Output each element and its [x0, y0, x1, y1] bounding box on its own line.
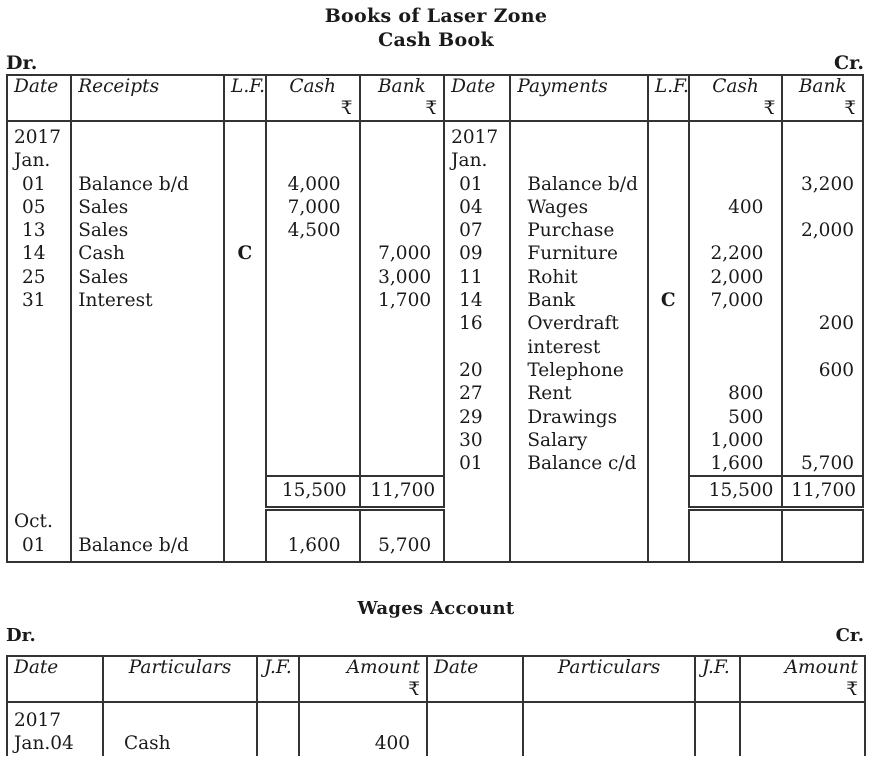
year-label: 2017: [7, 121, 71, 149]
payment-particulars: Balance c/d: [510, 452, 648, 476]
wages-year: 2017: [7, 702, 103, 732]
empty-cell: [648, 476, 689, 508]
payment-date: 29: [444, 406, 510, 429]
empty-cell: [266, 406, 360, 429]
wages-dr-label: Dr.: [6, 625, 36, 646]
empty-cell: [689, 121, 783, 149]
wages-account-table: [6, 655, 866, 756]
empty-cell: [71, 429, 224, 452]
empty-cell: [689, 534, 783, 562]
receipt-date: 31: [7, 289, 71, 312]
payment-lf: [648, 173, 689, 196]
receipt-cash: 7,000: [266, 196, 360, 219]
payment-lf: [648, 242, 689, 265]
empty-cell: [224, 336, 266, 359]
cash-book-row: [7, 173, 863, 196]
cash-book-table: [6, 74, 864, 563]
empty-cell: [224, 312, 266, 335]
payment-bank: [782, 266, 863, 289]
payment-bank: [782, 289, 863, 312]
receipt-lf: [224, 266, 266, 289]
cash-book-row: [7, 359, 863, 382]
wages-entry-amount: 400: [299, 732, 427, 755]
cash-book-row: [7, 382, 863, 405]
total-cr-cash: 15,500: [689, 476, 783, 508]
receipt-particulars: Sales: [71, 219, 224, 242]
cash-book-row: [7, 121, 863, 149]
col-cash-2: Cash ₹: [689, 75, 783, 121]
receipt-bank: [360, 219, 445, 242]
cash-book-title: Cash Book: [378, 29, 494, 51]
cash-book-row: [7, 242, 863, 265]
empty-cell: [224, 534, 266, 562]
empty-cell: [510, 534, 648, 562]
empty-cell: [782, 149, 863, 172]
cash-book-row: [7, 336, 863, 359]
wages-cr-label: Cr.: [835, 625, 864, 646]
empty-cell: [360, 406, 445, 429]
empty-cell: [266, 452, 360, 476]
receipt-date: 25: [7, 266, 71, 289]
col-cash: Cash ₹: [266, 75, 360, 121]
payment-bank: [782, 406, 863, 429]
next-balance-particulars: Balance b/d: [71, 534, 224, 562]
payment-bank: [782, 336, 863, 359]
empty-cell: [224, 476, 266, 508]
payment-cash: 1,000: [689, 429, 783, 452]
empty-cell: [71, 121, 224, 149]
empty-cell: [71, 508, 224, 533]
payment-lf: C: [648, 289, 689, 312]
payment-cash: 500: [689, 406, 783, 429]
payment-particulars: Rohit: [510, 266, 648, 289]
wages-col-date: Date: [7, 656, 103, 702]
receipt-date: 13: [7, 219, 71, 242]
empty-cell: [7, 406, 71, 429]
cash-book-row: [7, 452, 863, 476]
receipt-date: 01: [7, 173, 71, 196]
payment-bank: 3,200: [782, 173, 863, 196]
payment-particulars: Telephone: [510, 359, 648, 382]
total-cr-bank: 11,700: [782, 476, 863, 508]
empty-cell: [7, 312, 71, 335]
next-month-label: Oct.: [7, 508, 71, 533]
payment-bank: [782, 382, 863, 405]
empty-cell: [224, 429, 266, 452]
payment-lf: [648, 336, 689, 359]
empty-cell: [360, 359, 445, 382]
receipt-lf: [224, 289, 266, 312]
empty-cell: [360, 382, 445, 405]
receipt-bank: [360, 173, 445, 196]
receipt-cash: 4,500: [266, 219, 360, 242]
col-date: Date: [7, 75, 71, 121]
payment-particulars: interest: [510, 336, 648, 359]
cash-book-row: [7, 429, 863, 452]
payment-particulars: Furniture: [510, 242, 648, 265]
payment-date: 09: [444, 242, 510, 265]
month-label: Jan.: [7, 149, 71, 172]
payment-cash: 1,600: [689, 452, 783, 476]
payment-particulars: Bank: [510, 289, 648, 312]
cash-book-row: [7, 312, 863, 335]
next-balance-date: 01: [7, 534, 71, 562]
wages-entry-row: [7, 732, 865, 755]
receipt-bank: 7,000: [360, 242, 445, 265]
books-title: Books of Laser Zone: [324, 5, 548, 27]
payment-lf: [648, 359, 689, 382]
payment-date: 04: [444, 196, 510, 219]
payment-bank: 2,000: [782, 219, 863, 242]
total-dr-bank: 11,700: [360, 476, 445, 508]
receipt-cash: [266, 289, 360, 312]
receipt-particulars: Sales: [71, 196, 224, 219]
cash-book-row: [7, 406, 863, 429]
payment-bank: 600: [782, 359, 863, 382]
payment-cash: [689, 312, 783, 335]
cash-book-next-balance-row: [7, 534, 863, 562]
payment-lf: [648, 429, 689, 452]
receipt-cash: [266, 242, 360, 265]
year-label-2: 2017: [444, 121, 510, 149]
payment-date: 16: [444, 312, 510, 335]
empty-cell: [266, 149, 360, 172]
receipt-lf: [224, 196, 266, 219]
payment-cash: [689, 219, 783, 242]
empty-cell: [266, 359, 360, 382]
empty-cell: [7, 336, 71, 359]
empty-cell: [7, 359, 71, 382]
payment-cash: 2,200: [689, 242, 783, 265]
receipt-lf: [224, 219, 266, 242]
cash-book-header-row: [7, 75, 863, 121]
empty-cell: [360, 452, 445, 476]
total-dr-cash: 15,500: [266, 476, 360, 508]
receipt-bank: [360, 196, 445, 219]
empty-cell: [224, 382, 266, 405]
payment-lf: [648, 266, 689, 289]
payment-particulars: Salary: [510, 429, 648, 452]
col-bank: Bank ₹: [360, 75, 445, 121]
empty-cell: [510, 508, 648, 533]
empty-cell: [71, 382, 224, 405]
cash-book-row: [7, 219, 863, 242]
empty-cell: [689, 508, 783, 533]
col-lf: L.F.: [224, 75, 266, 121]
wages-header-row: [7, 656, 865, 702]
receipt-lf: [224, 173, 266, 196]
payment-cash: [689, 336, 783, 359]
payment-cash: [689, 359, 783, 382]
empty-cell: [266, 312, 360, 335]
cash-book-dr-label: Dr.: [6, 52, 38, 74]
payment-bank: 200: [782, 312, 863, 335]
empty-cell: [444, 476, 510, 508]
empty-cell: [360, 336, 445, 359]
payment-cash: 400: [689, 196, 783, 219]
empty-cell: [360, 429, 445, 452]
cash-book-row: [7, 196, 863, 219]
wages-year-row: [7, 702, 865, 732]
cash-book-cr-label: Cr.: [833, 52, 864, 74]
payment-lf: [648, 219, 689, 242]
receipt-cash: 4,000: [266, 173, 360, 196]
payment-date: 01: [444, 173, 510, 196]
empty-cell: [444, 534, 510, 562]
receipt-date: 05: [7, 196, 71, 219]
empty-cell: [782, 508, 863, 533]
wages-col-jf-2: J.F.: [695, 656, 740, 702]
payment-date: 27: [444, 382, 510, 405]
receipt-lf: C: [224, 242, 266, 265]
receipt-bank: 1,700: [360, 289, 445, 312]
payment-lf: [648, 196, 689, 219]
empty-cell: [71, 359, 224, 382]
payment-date: 01: [444, 452, 510, 476]
payment-lf: [648, 452, 689, 476]
payment-particulars: Wages: [510, 196, 648, 219]
empty-cell: [510, 476, 648, 508]
receipt-particulars: Sales: [71, 266, 224, 289]
empty-cell: [71, 406, 224, 429]
col-receipts: Receipts: [71, 75, 224, 121]
wages-col-particulars-2: Particulars: [523, 656, 695, 702]
wages-account-title: Wages Account: [357, 598, 515, 619]
cash-book-row: [7, 149, 863, 172]
cash-book-row: [7, 266, 863, 289]
payment-lf: [648, 312, 689, 335]
empty-cell: [7, 382, 71, 405]
empty-cell: [224, 359, 266, 382]
payment-date: 30: [444, 429, 510, 452]
empty-cell: [71, 336, 224, 359]
payment-date: [444, 336, 510, 359]
empty-cell: [360, 149, 445, 172]
payment-bank: [782, 196, 863, 219]
empty-cell: [71, 476, 224, 508]
empty-cell: [224, 452, 266, 476]
col-date-2: Date: [444, 75, 510, 121]
wages-entry-date: Jan.04: [7, 732, 103, 755]
payment-cash: 2,000: [689, 266, 783, 289]
payment-date: 11: [444, 266, 510, 289]
empty-cell: [224, 149, 266, 172]
empty-cell: [224, 508, 266, 533]
empty-cell: [7, 429, 71, 452]
empty-cell: [510, 121, 648, 149]
payment-particulars: Balance b/d: [510, 173, 648, 196]
cash-book-totals-row: [7, 476, 863, 508]
col-payments: Payments: [510, 75, 648, 121]
wages-col-amount-2: Amount ₹: [740, 656, 865, 702]
payment-date: 20: [444, 359, 510, 382]
cash-book-next-month-row: [7, 508, 863, 533]
empty-cell: [648, 534, 689, 562]
payment-bank: 5,700: [782, 452, 863, 476]
empty-cell: [71, 312, 224, 335]
payment-particulars: Drawings: [510, 406, 648, 429]
receipt-particulars: Cash: [71, 242, 224, 265]
empty-cell: [648, 508, 689, 533]
payment-particulars: Rent: [510, 382, 648, 405]
receipt-date: 14: [7, 242, 71, 265]
empty-cell: [360, 508, 445, 533]
payment-date: 14: [444, 289, 510, 312]
wages-entry-particulars: Cash: [103, 732, 257, 755]
payment-cash: 800: [689, 382, 783, 405]
empty-cell: [266, 429, 360, 452]
empty-cell: [266, 382, 360, 405]
receipt-bank: 3,000: [360, 266, 445, 289]
wages-col-particulars: Particulars: [103, 656, 257, 702]
payment-particulars: Overdraft: [510, 312, 648, 335]
empty-cell: [360, 121, 445, 149]
receipt-cash: [266, 266, 360, 289]
empty-cell: [648, 149, 689, 172]
empty-cell: [648, 121, 689, 149]
empty-cell: [224, 406, 266, 429]
empty-cell: [266, 508, 360, 533]
empty-cell: [7, 452, 71, 476]
empty-cell: [266, 336, 360, 359]
payment-date: 07: [444, 219, 510, 242]
empty-cell: [71, 149, 224, 172]
wages-col-jf: J.F.: [257, 656, 299, 702]
wages-entry-jf: [257, 732, 299, 755]
payment-bank: [782, 242, 863, 265]
cash-book-row: [7, 289, 863, 312]
payment-cash: [689, 173, 783, 196]
payment-bank: [782, 429, 863, 452]
month-label-2: Jan.: [444, 149, 510, 172]
empty-cell: [782, 121, 863, 149]
next-balance-bank: 5,700: [360, 534, 445, 562]
receipt-particulars: Interest: [71, 289, 224, 312]
col-bank-2: Bank ₹: [782, 75, 863, 121]
payment-particulars: Purchase: [510, 219, 648, 242]
wages-col-date-2: Date: [427, 656, 523, 702]
empty-cell: [689, 149, 783, 172]
payment-lf: [648, 382, 689, 405]
payment-cash: 7,000: [689, 289, 783, 312]
empty-cell: [71, 452, 224, 476]
col-lf-2: L.F.: [648, 75, 689, 121]
empty-cell: [782, 534, 863, 562]
empty-cell: [224, 121, 266, 149]
empty-cell: [510, 149, 648, 172]
empty-cell: [444, 508, 510, 533]
payment-lf: [648, 406, 689, 429]
wages-col-amount: Amount ₹: [299, 656, 427, 702]
receipt-particulars: Balance b/d: [71, 173, 224, 196]
empty-cell: [266, 121, 360, 149]
empty-cell: [360, 312, 445, 335]
empty-cell: [7, 476, 71, 508]
next-balance-cash: 1,600: [266, 534, 360, 562]
